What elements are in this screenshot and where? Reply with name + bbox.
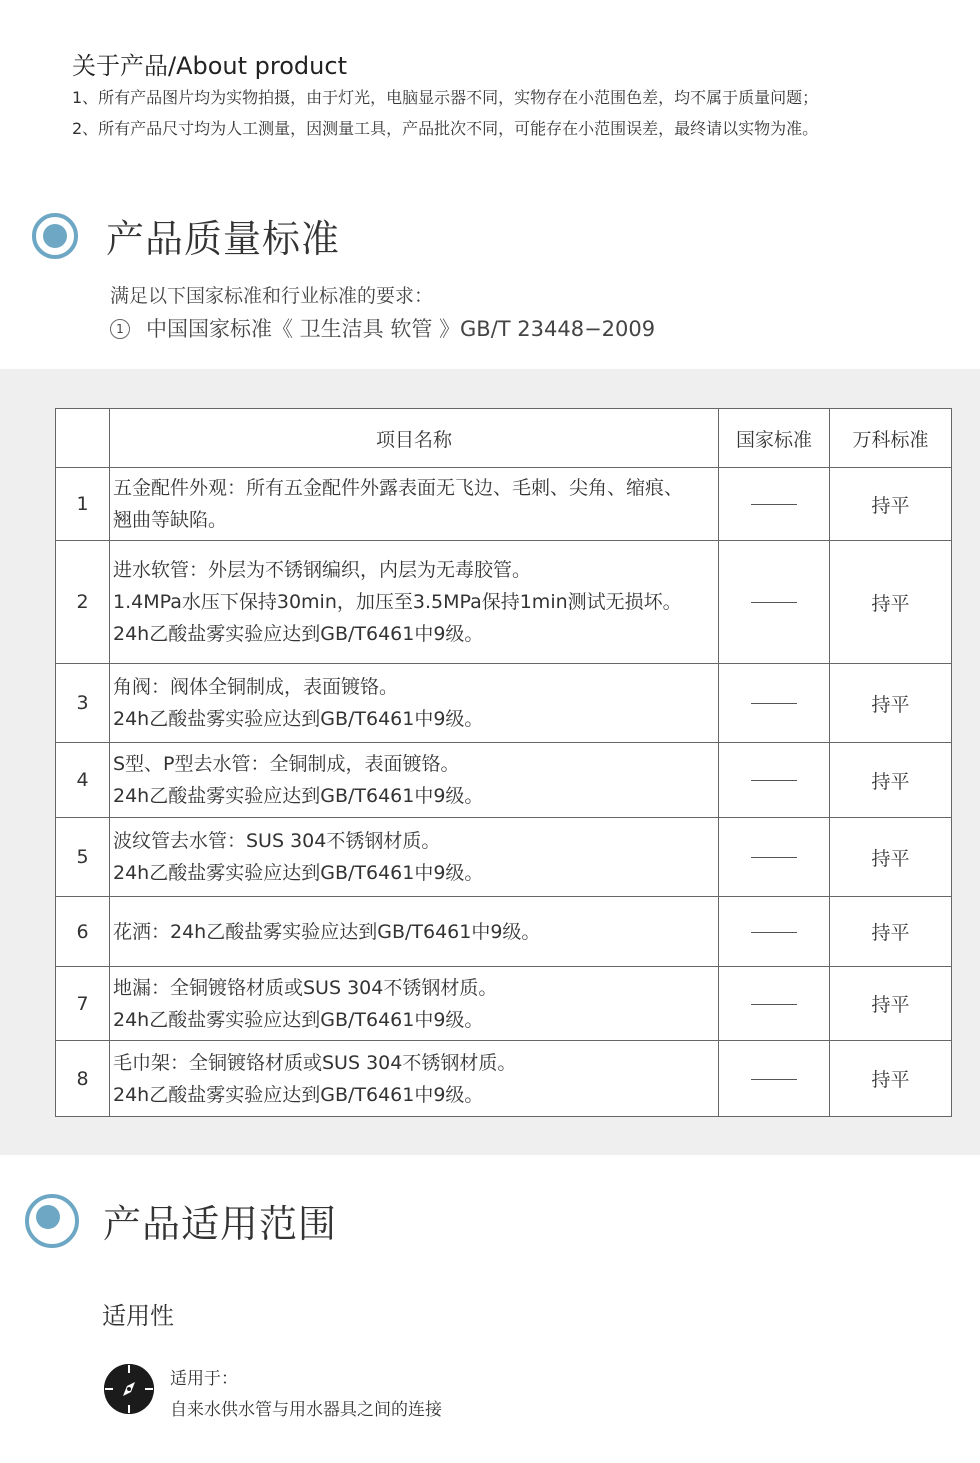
description-line: 五金配件外观：所有五金配件外露表面无飞边、毛刺、尖角、缩痕、	[113, 477, 684, 499]
applicability-line-2: 自来水供水管与用水器具之间的连接	[170, 1400, 442, 1420]
table-row	[56, 967, 952, 1041]
table-row	[56, 743, 952, 818]
row-description	[110, 1041, 719, 1117]
row-index: 6	[56, 897, 110, 967]
about-line-2: 2、所有产品尺寸均为人工测量，因测量工具，产品批次不同，可能存在小范围误差，最终请以实物为准。	[72, 119, 819, 138]
row-national-standard	[719, 967, 830, 1041]
dash-mark	[751, 1079, 797, 1080]
row-national-standard	[719, 897, 830, 967]
description-line: 进水软管：外层为不锈钢编织，内层为无毒胶管。	[113, 559, 532, 581]
row-description	[110, 897, 719, 967]
circle-bullet-icon	[25, 1194, 79, 1248]
dash-mark	[751, 703, 797, 704]
row-national-standard	[719, 541, 830, 664]
header-index	[56, 409, 110, 468]
row-national-standard	[719, 1041, 830, 1117]
description-line: 24h乙酸盐雾实验应达到GB/T6461中9级。	[113, 862, 484, 884]
description-line: 毛巾架：全铜镀铬材质或SUS 304不锈钢材质。	[113, 1051, 517, 1074]
requirements-intro: 满足以下国家标准和行业标准的要求：	[110, 285, 434, 307]
description-line: 1.4MPa水压下保持30min，加压至3.5MPa保持1min测试无损坏。	[113, 591, 682, 613]
header-item-name: 项目名称	[110, 409, 719, 468]
table-row	[56, 664, 952, 743]
quality-title: 产品质量标准	[106, 217, 341, 261]
row-vanke-standard: 持平	[830, 1041, 952, 1117]
row-vanke-standard: 持平	[830, 541, 952, 664]
table-row	[56, 1041, 952, 1117]
row-index: 3	[56, 664, 110, 743]
dash-mark	[751, 932, 797, 933]
row-index: 2	[56, 541, 110, 664]
table-header-row	[56, 409, 952, 468]
row-national-standard	[719, 468, 830, 541]
row-vanke-standard: 持平	[830, 664, 952, 743]
description-line: 24h乙酸盐雾实验应达到GB/T6461中9级。	[113, 623, 484, 645]
row-index: 5	[56, 818, 110, 897]
table-row	[56, 818, 952, 897]
dash-mark	[751, 780, 797, 781]
compass-icon	[104, 1364, 154, 1414]
description-line: S型、P型去水管：全铜制成，表面镀铬。	[113, 753, 460, 775]
applicability-label: 适用性	[102, 1302, 174, 1330]
dash-mark	[751, 1004, 797, 1005]
row-vanke-standard: 持平	[830, 967, 952, 1041]
dash-mark	[751, 857, 797, 858]
applicability-line-1: 适用于：	[170, 1369, 238, 1389]
row-vanke-standard: 持平	[830, 897, 952, 967]
quality-heading	[32, 208, 340, 263]
row-index: 4	[56, 743, 110, 818]
row-description	[110, 664, 719, 743]
circled-number: 1	[110, 319, 130, 339]
header-national-standard: 国家标准	[719, 409, 830, 468]
requirement-text: 中国国家标准《 卫生洁具 软管 》GB/T 23448−2009	[146, 317, 656, 341]
description-line: 翘曲等缺陷。	[113, 509, 228, 531]
row-vanke-standard: 持平	[830, 743, 952, 818]
row-description	[110, 541, 719, 664]
row-description	[110, 743, 719, 818]
header-vanke-standard: 万科标准	[830, 409, 952, 468]
scope-heading	[25, 1193, 337, 1248]
row-national-standard	[719, 818, 830, 897]
about-section	[72, 50, 818, 144]
standards-table	[55, 408, 952, 1117]
description-line: 角阀：阀体全铜制成，表面镀铬。	[113, 676, 399, 698]
about-line-1: 1、所有产品图片均为实物拍摄，由于灯光，电脑显示器不同，实物存在小范围色差，均不属于质量问题；	[72, 88, 819, 107]
description-line: 地漏：全铜镀铬材质或SUS 304不锈钢材质。	[113, 976, 498, 999]
row-vanke-standard: 持平	[830, 818, 952, 897]
about-title: 关于产品/About product	[72, 52, 347, 80]
circle-bullet-icon	[32, 213, 78, 259]
description-line: 24h乙酸盐雾实验应达到GB/T6461中9级。	[113, 708, 484, 730]
table-row	[56, 897, 952, 967]
dash-mark	[751, 504, 797, 505]
description-line: 24h乙酸盐雾实验应达到GB/T6461中9级。	[113, 1083, 484, 1106]
scope-title: 产品适用范围	[103, 1202, 338, 1246]
row-description	[110, 818, 719, 897]
table-row	[56, 468, 952, 541]
description-line: 24h乙酸盐雾实验应达到GB/T6461中9级。	[113, 1008, 484, 1031]
row-index: 1	[56, 468, 110, 541]
table-row	[56, 541, 952, 664]
row-description	[110, 468, 719, 541]
row-national-standard	[719, 743, 830, 818]
requirement-item	[110, 312, 655, 346]
description-line: 花洒：24h乙酸盐雾实验应达到GB/T6461中9级。	[113, 920, 541, 943]
description-line: 24h乙酸盐雾实验应达到GB/T6461中9级。	[113, 785, 484, 807]
requirements	[110, 280, 655, 346]
row-vanke-standard: 持平	[830, 468, 952, 541]
dash-mark	[751, 602, 797, 603]
row-index: 7	[56, 967, 110, 1041]
row-national-standard	[719, 664, 830, 743]
applicability-item	[104, 1364, 442, 1426]
row-index: 8	[56, 1041, 110, 1117]
row-description	[110, 967, 719, 1041]
description-line: 波纹管去水管：SUS 304不锈钢材质。	[113, 830, 441, 852]
